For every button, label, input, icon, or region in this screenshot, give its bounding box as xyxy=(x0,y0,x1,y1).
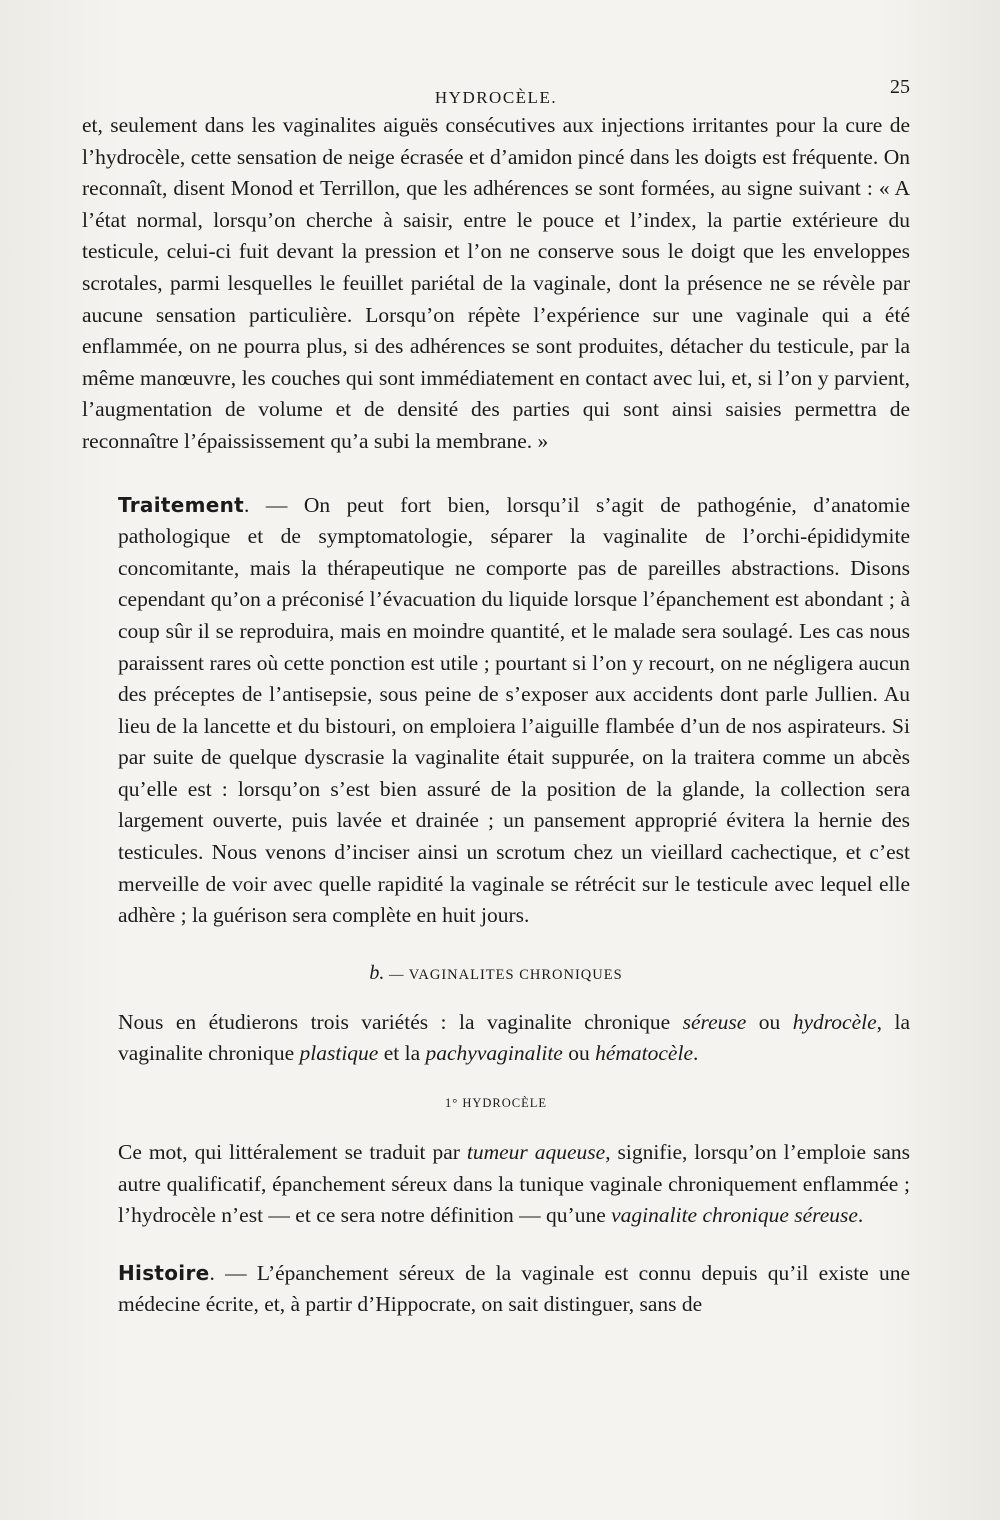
italic-term: pachyvaginalite xyxy=(425,1041,563,1066)
page-header xyxy=(82,76,910,106)
italic-term: vaginalite chronique séreuse xyxy=(611,1203,858,1228)
page-number: 25 xyxy=(890,76,910,98)
paragraph-continuation: et, seulement dans les vaginalites aiguës consécutives aux injections irritantes pour la cure de l’hydrocèle, cette sensation de neige écrasée et d’amidon pincé dans les doigts est fréquente. On reconnaît, disent Monod et Terrillon, que les adhérences se sont formées, au signe suivant : « A l’état normal, lorsqu’on cherche à saisir, entre le pouce et l’index, la partie extérieure du testicule, celui-ci fuit devant la pression et l’on ne conserve sous le doigt que les enveloppes scrotales, parmi lesquelles le feuillet pariétal de la vaginale, dont la présence ne se révèle par aucune sensation particulière. Lorsqu’on répète l’expérience sur une vaginale qui a été enflammée, on ne pourra plus, si des adhérences se sont produites, détacher du testicule, par la même manœuvre, les couches qui sont immédiatement en contact avec lui, et, si l’on y parvient, l’augmentation de volume et de densité des parties qui sont ainsi saisies permettra de reconnaître l’épaississement qu’a subi la membrane. » xyxy=(82,113,910,453)
text-run: ou xyxy=(746,1009,793,1034)
italic-term: séreuse xyxy=(682,1009,747,1034)
text-run: . xyxy=(857,1203,864,1228)
page-body xyxy=(82,110,910,1321)
paragraph-histoire xyxy=(82,1258,910,1321)
text-run: . xyxy=(693,1041,699,1066)
traitement-text: . — On peut fort bien, lorsqu’il s’agit de pathogénie, d’anatomie pathologique et de symptomatologie, séparer la vaginalite de l’orchi-épididymite concomitante, mais la thérapeutique ne comporte pas de pareilles abstractions. Disons cependant qu’on a préconisé l’évacuation du liquide lorsque l’épanchement est abondant ; à coup sûr il se reproduira, mais en moindre quantité, et le malade sera soulagé. Les cas nous paraissent rares où cette ponction est utile ; pourtant si l’on y recourt, on ne négligera aucun des préceptes de l’antisepsie, sous peine de s’exposer aux accidents dont parle Jullien. Au lieu de la lancette et du bistouri, on emploiera l’aiguille flambée d’un de nos aspirateurs. Si par suite de quelque dyscrasie la vaginalite était suppurée, on la traitera comme un abcès qu’elle est : lorsqu’on s’est bien assuré de la position de la glande, la collection sera largement ouverte, puis lavée et drainée ; un pansement approprié évitera la hernie des testicules. Nous venons d’inciser ainsi un scrotum chez un vieillard cachectique, et c’est merveille de voir avec quelle rapidité la vaginale se rétrécit sur le testicule avec lequel elle adhère ; la guérison sera complète en huit jours. xyxy=(118,492,910,928)
traitement-heading: Traitement xyxy=(118,492,244,517)
paragraph-traitement xyxy=(82,490,910,932)
italic-term: tumeur aqueuse xyxy=(466,1140,606,1165)
italic-term: hématocèle xyxy=(595,1041,693,1066)
italic-term: hydrocèle xyxy=(792,1009,877,1034)
text-run: et la xyxy=(378,1041,426,1066)
histoire-text: . — L’épanchement séreux de la vaginale est connu depuis qu’il existe une médecine écrite, et, à partir d’Hippocrate, on sait distinguer, sans de xyxy=(118,1260,910,1317)
section-heading-vaginalites-chroniques xyxy=(82,962,910,985)
section-title: — VAGINALITES CHRONIQUES xyxy=(388,966,623,983)
subsection-heading-hydrocele: 1° HYDROCÈLE xyxy=(444,1096,548,1111)
italic-term: plastique xyxy=(299,1041,379,1066)
paragraph-varietes xyxy=(82,1007,910,1070)
histoire-heading: Histoire xyxy=(118,1260,210,1285)
text-run: , signifie, lorsqu’on l’emploie sans autre qualificatif, épanchement séreux dans la tunique vaginale chroniquement enflammée ; l’hydrocèle n’est — et ce sera notre définition — qu’une xyxy=(118,1140,910,1228)
running-title: HYDROCÈLE. xyxy=(434,88,558,107)
section-letter: b. xyxy=(369,961,385,984)
text-run: , la vaginalite chronique xyxy=(118,1009,910,1066)
text-run: Ce mot, qui littéralement se traduit par xyxy=(118,1140,467,1165)
paragraph-definition xyxy=(82,1137,910,1232)
text-run: Nous en étudierons trois variétés : la vaginalite chronique xyxy=(118,1009,683,1034)
text-run: ou xyxy=(562,1041,596,1066)
